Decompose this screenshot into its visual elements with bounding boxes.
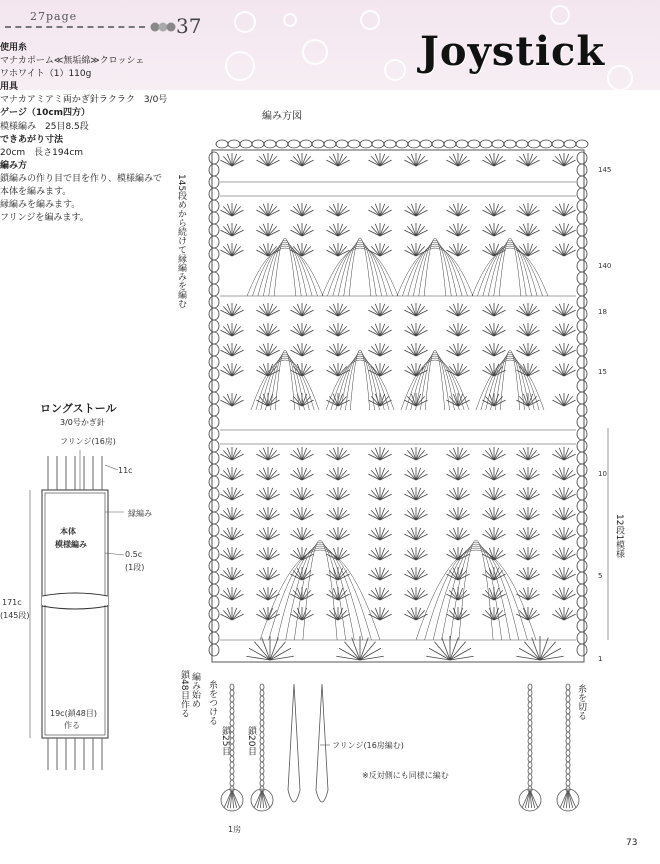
fringe-label: フリンジ(16房編む) [332, 741, 404, 750]
info-line: 使用糸 [0, 43, 28, 53]
repeat-label: 12段1模様 [614, 514, 624, 559]
stole-dim-171-rows: (145段) [0, 611, 30, 620]
stole-dim-05: 0.5c [125, 550, 143, 559]
info-line: 本体を編みます。 [0, 187, 72, 198]
row-number-18: 18 [598, 308, 607, 316]
start-label: 編み始め [190, 672, 200, 708]
row-number-1: 1 [598, 655, 603, 663]
row-number-15: 15 [598, 368, 607, 376]
stole-make: 作る [64, 721, 80, 730]
chain-25-label: 鎖25目 [220, 726, 230, 756]
stole-fringe-label: フリンジ(16房) [60, 437, 116, 446]
one-tassel-label: 1房 [228, 825, 242, 834]
cut-yarn-label: 糸を切る [576, 684, 586, 720]
stole-title: ロングストール [40, 402, 117, 415]
info-line: ゲージ（10cm四方） [0, 108, 91, 119]
stole-dim-11: 11c [118, 466, 133, 475]
info-line: できあがり寸法 [0, 134, 64, 145]
side-note: 145段めから続けて縁編みを編む [176, 174, 186, 309]
start-chain-label: 鎖48目作る [179, 670, 189, 718]
page-reference: 27page [30, 10, 78, 23]
row-number-140: 140 [598, 262, 612, 270]
opposite-note: ※反対側にも同様に編む [362, 771, 449, 780]
stole-dim-05-rows: (1段) [125, 563, 145, 572]
row-number-10: 10 [598, 470, 607, 478]
stole-border-label: 縁編み [128, 509, 152, 518]
info-line: マナカポーム≪無垢綿≫クロッシェ [0, 56, 145, 67]
diagram-title: 編み方図 [262, 111, 302, 122]
stole-hook: 3/0号かぎ針 [60, 418, 105, 427]
row-number-145: 145 [598, 166, 612, 174]
chapter-number: 37 [176, 14, 202, 38]
stole-body-label: 本体 [60, 527, 76, 536]
attach-yarn-label: 糸をつける [207, 680, 217, 725]
row-number-5: 5 [598, 572, 603, 580]
chain-20-label: 鎖20目 [246, 726, 256, 756]
brand-logo: Joystick [420, 28, 606, 75]
stole-dim-171: 171c [2, 598, 22, 607]
info-line: フリンジを編みます。 [0, 213, 89, 224]
info-line: 20cm 長さ194cm [0, 147, 84, 158]
stole-dim-19: 19c(鎖48目) [50, 709, 97, 718]
page-number: 73 [626, 838, 638, 848]
info-line: マナカアミアミ両かぎ針ラクラク 3/0号 [0, 95, 168, 106]
info-line: 模様編み 25目8.5段 [0, 121, 89, 132]
info-line: 用具 [0, 82, 19, 93]
info-line: ワホワイト（1）110g [0, 69, 92, 80]
info-line: 縁編みを編みます。 [0, 200, 81, 211]
info-line: 編み方 [0, 160, 28, 171]
info-line: 鎖編みの作り目で目を作り、模様編みで [0, 173, 163, 184]
stole-pattern-label: 模様編み [55, 540, 87, 549]
